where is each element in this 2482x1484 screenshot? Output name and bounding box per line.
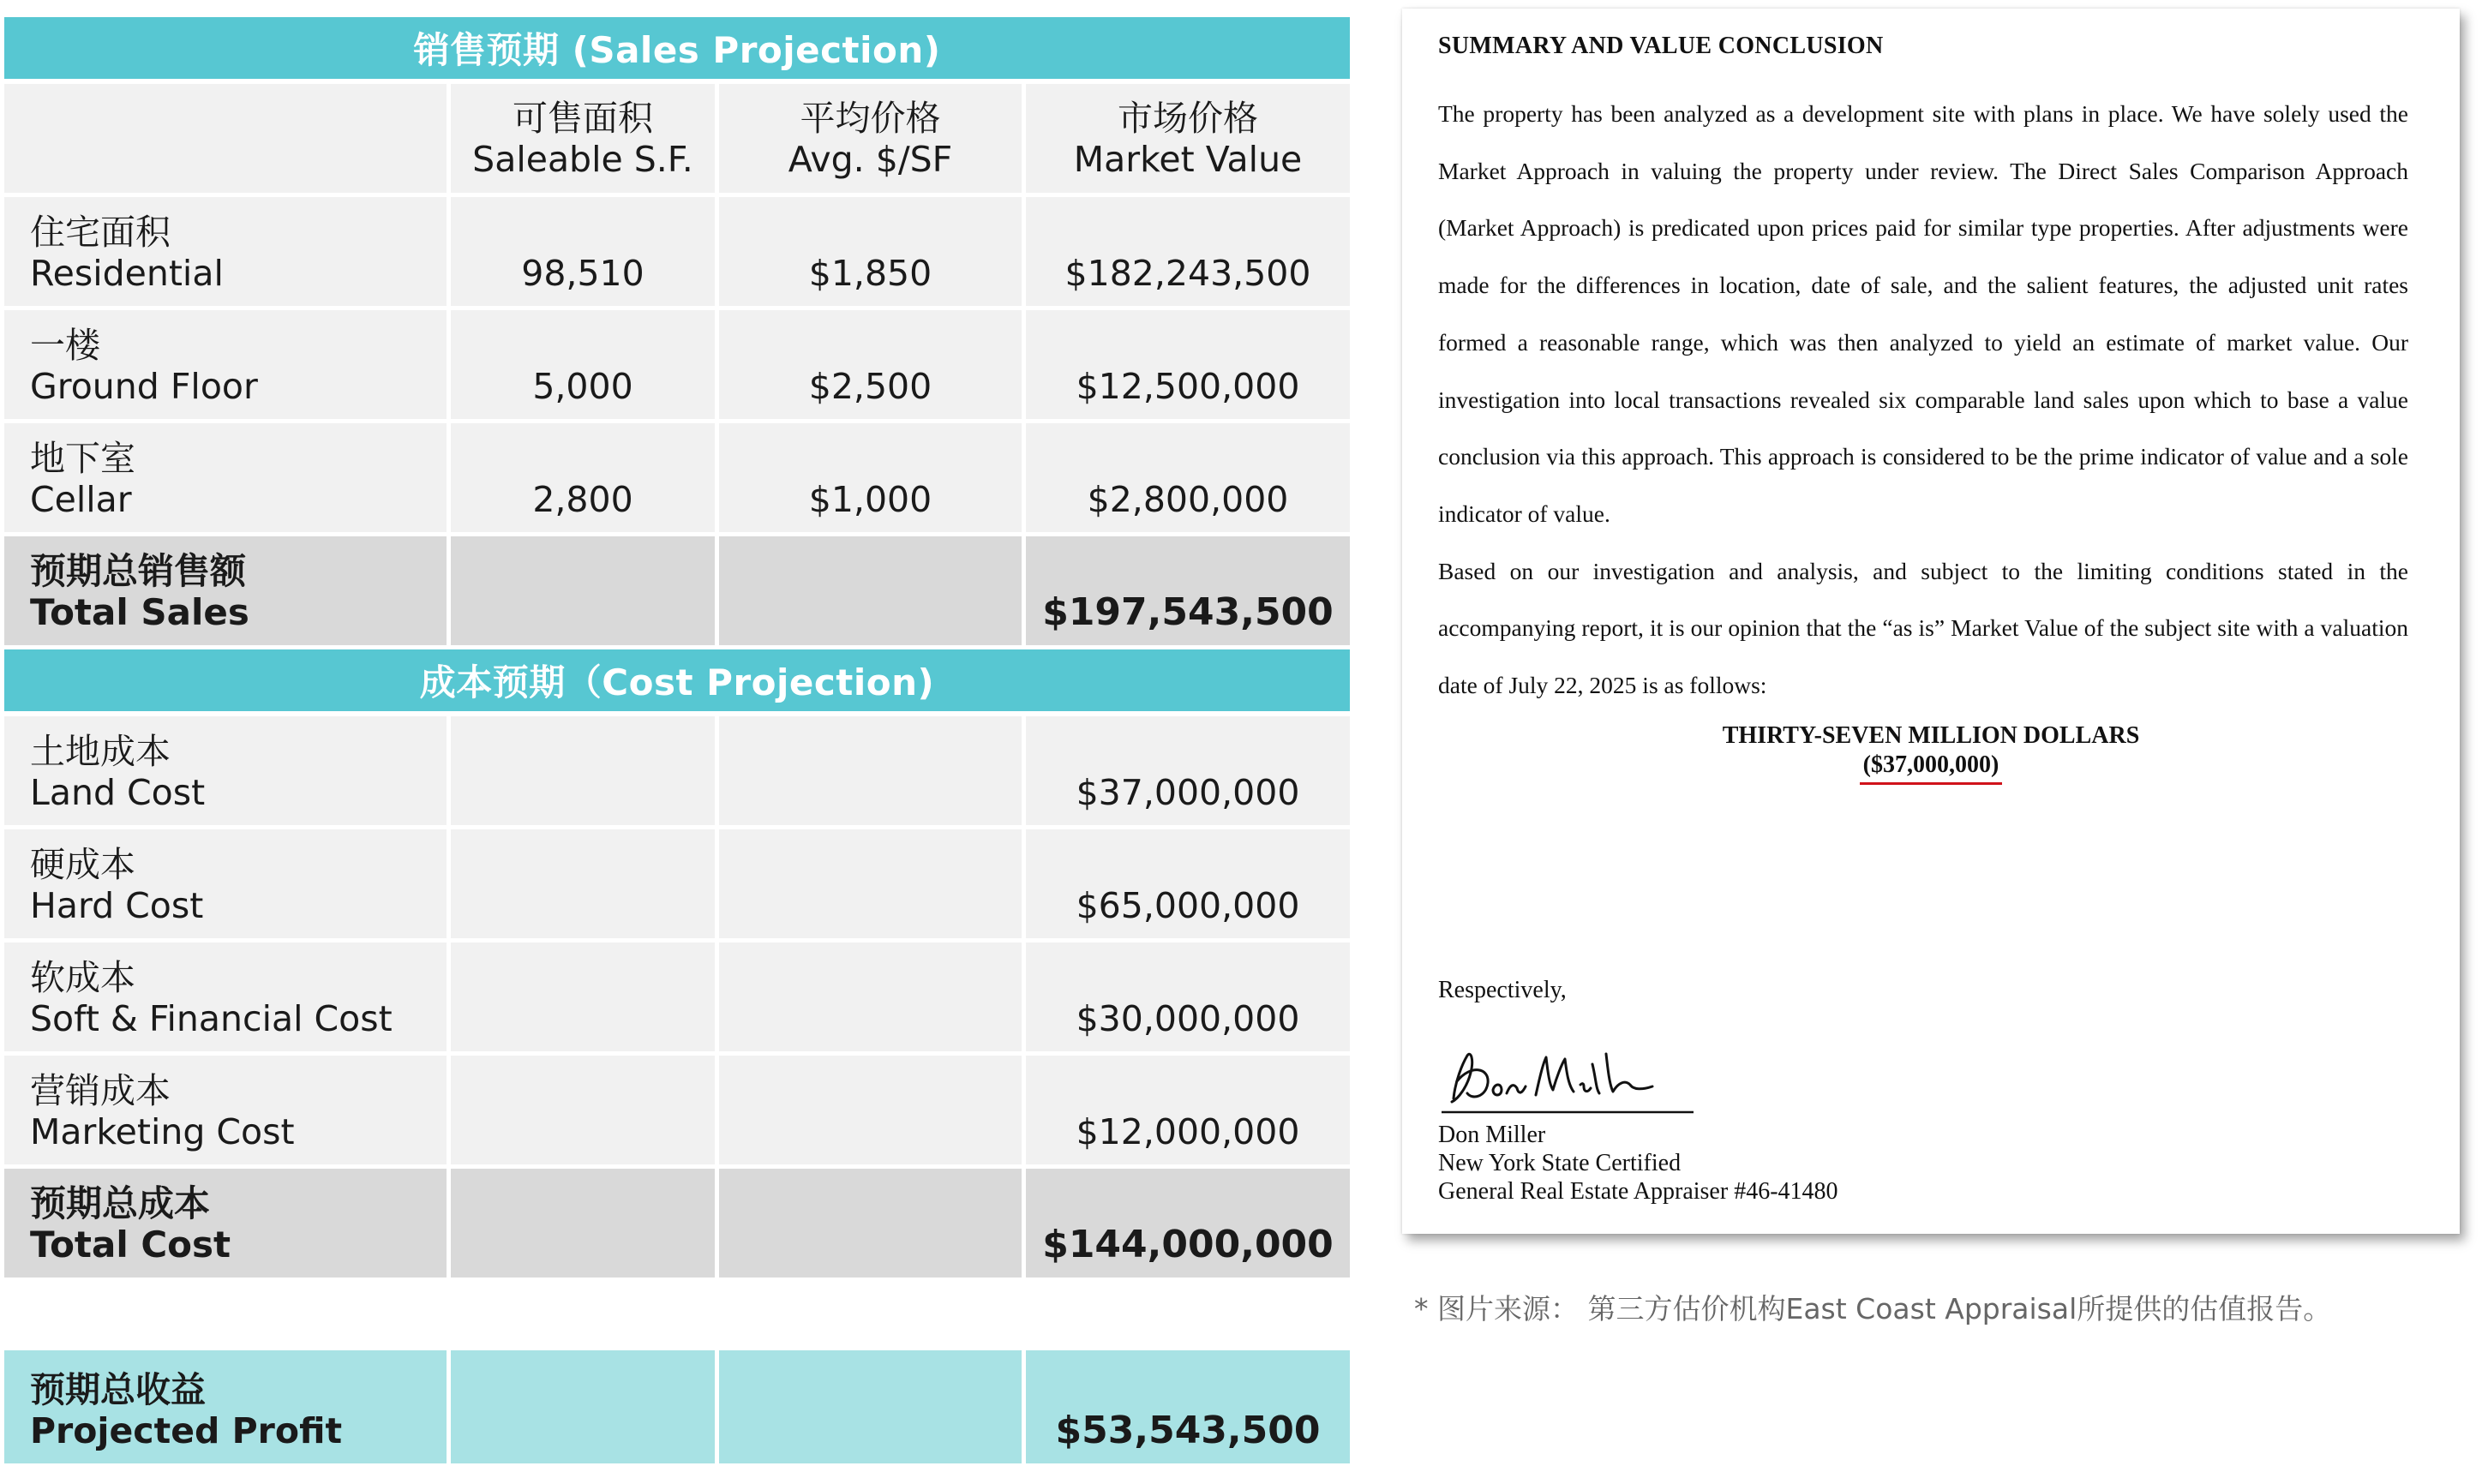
- sales-projection-title: 销售预期 (Sales Projection): [413, 29, 941, 71]
- empty-cell: [719, 1350, 1026, 1463]
- cost-value: $37,000,000: [1026, 716, 1350, 829]
- cost-value: $65,000,000: [1026, 829, 1350, 942]
- cost-value: $30,000,000: [1026, 942, 1350, 1056]
- empty-cell: [451, 716, 719, 829]
- table-row-residential: [4, 197, 1350, 310]
- closing-text: Respectively,: [1438, 977, 1567, 1003]
- empty-cell: [451, 1350, 719, 1463]
- row-label: 营销成本 Marketing Cost: [4, 1056, 451, 1169]
- market-value: $12,500,000: [1026, 310, 1350, 423]
- row-label: 土地成本 Land Cost: [4, 716, 451, 829]
- empty-cell: [451, 536, 719, 649]
- conclusion-words: THIRTY-SEVEN MILLION DOLLARS: [1722, 722, 2140, 749]
- appraisal-report-page: [1402, 9, 2460, 1234]
- cost-projection-header: [4, 649, 1350, 716]
- total-sales-value: $197,543,500: [1026, 536, 1350, 649]
- header-market-value: 市场价格 Market Value: [1026, 84, 1350, 197]
- appraisal-title: SUMMARY AND VALUE CONCLUSION: [1438, 33, 1884, 59]
- avg-price: $1,000: [719, 423, 1026, 536]
- avg-price: $2,500: [719, 310, 1026, 423]
- row-label: 预期总收益 Projected Profit: [4, 1350, 451, 1463]
- empty-cell: [451, 1169, 719, 1282]
- signer-certification: New York State Certified: [1438, 1150, 1682, 1176]
- table-row-ground-floor: [4, 310, 1350, 423]
- table-header-row: [4, 84, 1350, 197]
- table-row-marketing-cost: [4, 1056, 1350, 1169]
- table-row-land-cost: [4, 716, 1350, 829]
- conclusion-amount: ($37,000,000): [1862, 751, 1999, 778]
- table-row-projected-profit: [4, 1350, 1350, 1463]
- empty-cell: [719, 1169, 1026, 1282]
- row-label: 软成本 Soft & Financial Cost: [4, 942, 451, 1056]
- table-row-cellar: [4, 423, 1350, 536]
- row-label: 住宅面积 Residential: [4, 197, 451, 310]
- header-saleable-sf: 可售面积 Saleable S.F.: [451, 84, 719, 197]
- table-row-soft-cost: [4, 942, 1350, 1056]
- appraisal-paragraph-2: Based on our investigation and analysis, and subject to the limiting conditions stated in the accompanying report, it is our opinion that the “as is” Market Value of the subject site with a valuation date of July 22, 2025 is as follows:: [1438, 557, 2408, 699]
- row-label: 一楼 Ground Floor: [4, 310, 451, 423]
- saleable-area: 98,510: [451, 197, 719, 310]
- empty-cell: [719, 1056, 1026, 1169]
- table-row-hard-cost: [4, 829, 1350, 942]
- signer-name: Don Miller: [1438, 1122, 1546, 1148]
- row-label: 预期总销售额 Total Sales: [4, 536, 451, 649]
- saleable-area: 2,800: [451, 423, 719, 536]
- projected-profit-value: $53,543,500: [1026, 1350, 1350, 1463]
- red-underline: [1860, 782, 2003, 785]
- appraisal-paragraph-1: The property has been analyzed as a development site with plans in place. We have solely used the Market Approach in valuing the property under review. The Direct Sales Comparison Approach (Market Approach) is predicated upon prices paid for similar type properties. After adjustments were made for the differences in location, date of sale, and the salient features, the adjusted unit rates formed a reasonable range, which was then analyzed to yield an estimate of market value. Our investigation into local transactions revealed six comparable land sales upon which to base a value conclusion via this approach. This approach is considered to be the prime indicator of value and a sole indicator of value.: [1438, 100, 2408, 527]
- empty-cell: [451, 942, 719, 1056]
- row-label: 预期总成本 Total Cost: [4, 1169, 451, 1282]
- sales-projection-header: [4, 17, 1350, 84]
- empty-cell: [719, 536, 1026, 649]
- signer-license: General Real Estate Appraiser #46-41480: [1438, 1178, 1838, 1205]
- header-empty-cell: [4, 84, 451, 197]
- header-avg-price: 平均价格 Avg. $/SF: [719, 84, 1026, 197]
- market-value: $2,800,000: [1026, 423, 1350, 536]
- cost-value: $12,000,000: [1026, 1056, 1350, 1169]
- empty-cell: [719, 716, 1026, 829]
- empty-cell: [719, 942, 1026, 1056]
- image-source-note: * 图片来源： 第三方估价机构East Coast Appraisal所提供的估值报告。: [1414, 1292, 2332, 1325]
- table-row-total-sales: [4, 536, 1350, 649]
- projection-table: [4, 17, 1350, 1463]
- row-label: 地下室 Cellar: [4, 423, 451, 536]
- appraisal-body: [1438, 86, 2408, 715]
- table-row-total-cost: [4, 1169, 1350, 1282]
- signer-block: [1438, 1121, 1838, 1206]
- cost-projection-title: 成本预期（Cost Projection): [419, 661, 935, 703]
- conclusion-amount-wrap: [1863, 751, 1999, 780]
- saleable-area: 5,000: [451, 310, 719, 423]
- empty-cell: [451, 829, 719, 942]
- empty-cell: [719, 829, 1026, 942]
- row-label: 硬成本 Hard Cost: [4, 829, 451, 942]
- avg-price: $1,850: [719, 197, 1026, 310]
- total-cost-value: $144,000,000: [1026, 1169, 1350, 1282]
- market-value: $182,243,500: [1026, 197, 1350, 310]
- signature-image: [1436, 1030, 1702, 1124]
- value-conclusion: [1402, 721, 2460, 780]
- table-spacer: [4, 1282, 1350, 1350]
- empty-cell: [451, 1056, 719, 1169]
